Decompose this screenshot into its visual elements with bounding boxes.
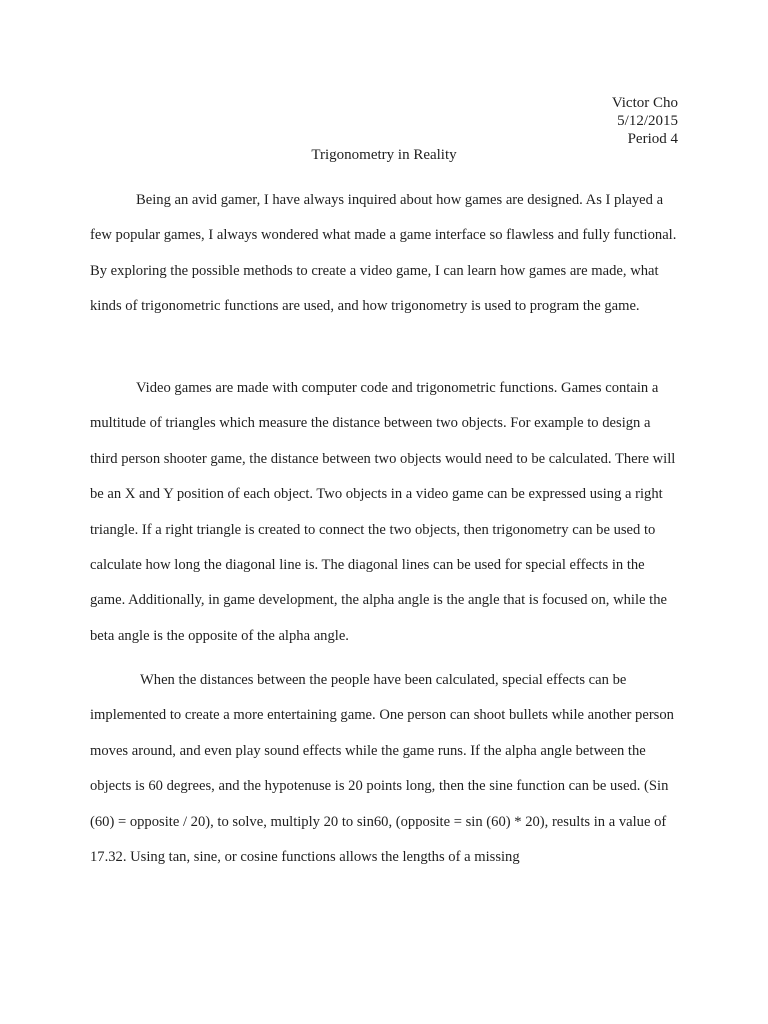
document-title: Trigonometry in Reality xyxy=(311,147,457,163)
author-name: Victor Cho xyxy=(611,95,678,111)
paragraph-3: When the distances between the people have been calculated, special effects can be implemented to create a more entertaining game. One person can shoot bullets while another person moves around, and even play sound effects while the game runs. If the alpha angle between the objects is 60 degrees, and the hypotenuse is 20 points long, then the sine function can be used. (Sin (60) = opposite / 20), to solve, multiply 20 to sin60, (opposite = sin (60) * 20), results in a value of 17.32. Using tan, sine, or cosine functions allows the lengths of a missing xyxy=(90,672,674,866)
header-block xyxy=(612,94,678,148)
paragraph-1: Being an avid gamer, I have always inquired about how games are designed. As I played a few popular games, I always wondered what made a game interface so flawless and fully functional. By exploring the possible methods to create a video game, I can learn how games are made, what kinds of trigonometric functions are used, and how trigonometry is used to program the game. xyxy=(90,192,677,315)
document-date: 5/12/2015 xyxy=(617,113,678,129)
paragraph-2: Video games are made with computer code and trigonometric functions. Games contain a multitude of triangles which measure the distance between two objects. For example to design a third person shooter game, the distance between two objects would need to be calculated. There will be an X and Y position of each object. Two objects in a video game can be expressed using a right triangle. If a right triangle is created to connect the two objects, then trigonometry can be used to calculate how long the diagonal line is. The diagonal lines can be used for special effects in the game. Additionally, in game development, the alpha angle is the angle that is focused on, while the beta angle is the opposite of the alpha angle. xyxy=(90,380,676,644)
class-period: Period 4 xyxy=(627,131,678,147)
